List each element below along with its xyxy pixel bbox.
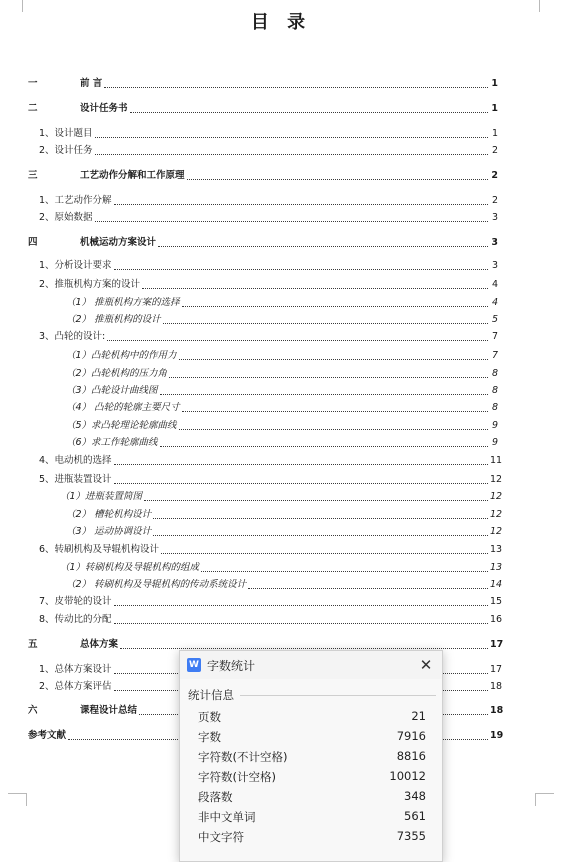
toc-page-number: 4 xyxy=(491,297,498,308)
toc-entry[interactable] xyxy=(28,210,498,224)
toc-chapter-number: 三 xyxy=(28,170,38,181)
toc-entry[interactable] xyxy=(28,193,498,207)
toc-entry-title: 7、皮带轮的设计 xyxy=(39,596,112,607)
toc-entry-title: （1） 推瓶机构方案的选择 xyxy=(66,297,180,308)
toc-entry[interactable] xyxy=(28,577,503,591)
toc-dot-leader xyxy=(160,393,488,395)
toc-entry[interactable] xyxy=(28,400,498,414)
stat-label: 中文字符 xyxy=(198,830,244,844)
toc-dot-leader xyxy=(120,647,488,649)
stat-label: 段落数 xyxy=(198,790,233,804)
dialog-header xyxy=(180,651,442,679)
toc-dot-leader xyxy=(95,136,488,138)
page-title: 目 录 xyxy=(250,12,312,33)
toc-page-number: 13 xyxy=(490,544,503,555)
stat-value: 21 xyxy=(411,709,426,723)
toc-page-number: 7 xyxy=(491,350,498,361)
toc-page-number: 12 xyxy=(490,474,503,485)
toc-dot-leader xyxy=(163,322,488,324)
toc-dot-leader xyxy=(179,358,488,360)
toc-page-number: 18 xyxy=(490,681,503,692)
toc-dot-leader xyxy=(248,587,488,589)
toc-entry[interactable] xyxy=(28,143,498,157)
toc-dot-leader xyxy=(160,445,488,447)
stat-label: 非中文单词 xyxy=(198,810,256,824)
toc-page-number: 11 xyxy=(490,455,503,466)
toc-page-number: 5 xyxy=(491,314,498,325)
toc-page-number: 18 xyxy=(490,705,504,716)
toc-dot-leader xyxy=(153,517,488,519)
toc-entry[interactable] xyxy=(28,277,498,291)
toc-chapter-number: 五 xyxy=(28,639,38,650)
toc-page-number: 17 xyxy=(490,639,504,650)
toc-entry[interactable] xyxy=(28,258,498,272)
stat-value: 561 xyxy=(404,809,426,823)
toc-page-number: 8 xyxy=(491,402,498,413)
stat-value: 7916 xyxy=(396,729,426,743)
toc-entry[interactable] xyxy=(28,76,498,90)
stat-value: 8816 xyxy=(396,749,426,763)
toc-page-number: 2 xyxy=(491,170,498,181)
toc-page-number: 2 xyxy=(491,145,498,156)
toc-entry-title: 2、推瓶机构方案的设计 xyxy=(39,279,141,290)
toc-entry-title: 3、凸轮的设计: xyxy=(39,331,106,342)
toc-dot-leader xyxy=(182,305,488,307)
toc-entry[interactable] xyxy=(28,542,503,556)
stat-label: 字符数(不计空格) xyxy=(198,750,288,764)
page-corner-mark xyxy=(535,793,554,806)
toc-dot-leader xyxy=(107,339,488,341)
toc-entry[interactable] xyxy=(28,168,498,182)
toc-entry[interactable] xyxy=(28,594,503,608)
word-count-dialog xyxy=(179,650,443,862)
toc-entry-title: （5）求凸轮理论轮廓曲线 xyxy=(66,420,177,431)
toc-entry-title: 课程设计总结 xyxy=(80,705,138,716)
toc-entry-title: （4） 凸轮的轮廓主要尺寸 xyxy=(66,402,180,413)
toc-dot-leader xyxy=(179,428,488,430)
toc-entry-title: 机械运动方案设计 xyxy=(80,237,157,248)
toc-entry[interactable] xyxy=(28,295,498,309)
toc-page-number: 9 xyxy=(491,437,498,448)
toc-entry-title: （3）凸轮设计曲线图 xyxy=(66,385,158,396)
toc-page-number: 12 xyxy=(490,509,503,520)
toc-page-number: 17 xyxy=(490,664,503,675)
toc-dot-leader xyxy=(95,220,488,222)
toc-page-number: 12 xyxy=(490,491,503,502)
toc-entry[interactable] xyxy=(28,560,503,574)
toc-entry-title: （3） 运动协调设计 xyxy=(66,526,152,537)
toc-page-number: 7 xyxy=(491,331,498,342)
stat-row xyxy=(198,769,426,785)
toc-dot-leader xyxy=(104,86,488,88)
toc-dot-leader xyxy=(158,245,488,247)
toc-entry-title: 4、电动机的选择 xyxy=(39,455,112,466)
toc-entry-title: （2） 转刷机构及导辊机构的传动系统设计 xyxy=(66,579,247,590)
toc-dot-leader xyxy=(95,153,488,155)
wps-writer-icon: W xyxy=(187,658,201,672)
toc-entry-title: （2） 推瓶机构的设计 xyxy=(66,314,161,325)
toc-entry[interactable] xyxy=(28,418,498,432)
toc-entry[interactable] xyxy=(28,453,503,467)
stat-label: 字符数(计空格) xyxy=(198,770,276,784)
toc-dot-leader xyxy=(114,622,488,624)
toc-dot-leader xyxy=(114,604,488,606)
toc-entry-title: 前 言 xyxy=(80,78,103,89)
toc-entry[interactable] xyxy=(28,524,503,538)
toc-entry[interactable] xyxy=(28,366,498,380)
dialog-body xyxy=(180,679,442,861)
toc-entry[interactable] xyxy=(28,329,498,343)
toc-entry-title: 总体方案 xyxy=(80,639,119,650)
toc-dot-leader xyxy=(114,268,488,270)
toc-entry[interactable] xyxy=(28,472,503,486)
toc-dot-leader xyxy=(182,410,488,412)
toc-page-number: 19 xyxy=(490,730,504,741)
group-divider xyxy=(240,695,436,696)
toc-page-number: 3 xyxy=(491,260,498,271)
toc-entry-title: （1）进瓶装置简图 xyxy=(60,491,143,502)
toc-page-number: 1 xyxy=(491,103,498,114)
stat-value: 348 xyxy=(404,789,426,803)
toc-dot-leader xyxy=(142,287,488,289)
toc-dot-leader xyxy=(144,499,488,501)
toc-entry[interactable] xyxy=(28,348,498,362)
toc-entry-title: 1、分析设计要求 xyxy=(39,260,112,271)
toc-page-number: 15 xyxy=(490,596,503,607)
toc-page-number: 16 xyxy=(490,614,503,625)
toc-chapter-number: 一 xyxy=(28,78,38,89)
toc-entry-title: 2、设计任务 xyxy=(39,145,93,156)
toc-page-number: 2 xyxy=(491,195,498,206)
stats-group xyxy=(188,687,436,703)
toc-page-number: 8 xyxy=(491,368,498,379)
toc-page-number: 8 xyxy=(491,385,498,396)
stat-row xyxy=(198,749,426,765)
stat-row xyxy=(198,729,426,745)
toc-entry[interactable] xyxy=(28,312,498,326)
toc-chapter-number: 二 xyxy=(28,103,38,114)
toc-entry-title: 设计任务书 xyxy=(80,103,128,114)
toc-entry-title: 1、设计题目 xyxy=(39,128,93,139)
toc-page-number: 3 xyxy=(491,237,498,248)
toc-entry-title: （1）转刷机构及导辊机构的组成 xyxy=(60,562,200,573)
toc-page-number: 14 xyxy=(490,579,503,590)
stat-row xyxy=(198,709,426,725)
stat-label: 字数 xyxy=(198,730,221,744)
toc-dot-leader xyxy=(114,203,488,205)
stats-group-label: 统计信息 xyxy=(188,688,234,702)
toc-entry-title: 2、总体方案评估 xyxy=(39,681,112,692)
toc-dot-leader xyxy=(201,570,488,572)
toc-entry[interactable] xyxy=(28,507,503,521)
toc-entry-title: 1、工艺动作分解 xyxy=(39,195,112,206)
stat-value: 7355 xyxy=(396,829,426,843)
close-icon[interactable]: ✕ xyxy=(419,656,433,674)
toc-entry-title: （6）求工作轮廓曲线 xyxy=(66,437,158,448)
toc-dot-leader xyxy=(187,178,488,180)
toc-entry[interactable] xyxy=(28,637,504,651)
toc-dot-leader xyxy=(114,482,488,484)
toc-dot-leader xyxy=(169,376,488,378)
toc-page-number: 12 xyxy=(490,526,503,537)
toc-entry-title: 1、总体方案设计 xyxy=(39,664,112,675)
toc-dot-leader xyxy=(130,111,488,113)
toc-dot-leader xyxy=(153,534,488,536)
toc-dot-leader xyxy=(114,463,488,465)
stat-value: 10012 xyxy=(389,769,426,783)
toc-entry[interactable] xyxy=(28,435,498,449)
dialog-title: 字数统计 xyxy=(207,658,256,673)
toc-dot-leader xyxy=(161,552,488,554)
toc-page-number: 1 xyxy=(491,78,498,89)
stat-label: 页数 xyxy=(198,710,221,724)
toc-page-number: 9 xyxy=(491,420,498,431)
toc-entry-title: （2）凸轮机构的压力角 xyxy=(66,368,168,379)
toc-entry[interactable] xyxy=(28,101,498,115)
toc-entry-title: （1）凸轮机构中的作用力 xyxy=(66,350,177,361)
toc-entry[interactable] xyxy=(28,489,503,503)
toc-chapter-number: 四 xyxy=(28,237,38,248)
toc-entry[interactable] xyxy=(28,126,498,140)
toc-entry-title: 5、进瓶装置设计 xyxy=(39,474,112,485)
stat-row xyxy=(198,829,426,845)
toc-entry-title: （2） 槽轮机构设计 xyxy=(66,509,152,520)
toc-entry-title: 2、原始数据 xyxy=(39,212,93,223)
toc-entry[interactable] xyxy=(28,235,498,249)
toc-page-number: 13 xyxy=(490,562,503,573)
toc-entry-title: 工艺动作分解和工作原理 xyxy=(80,170,185,181)
toc-entry-title: 6、转刷机构及导辊机构设计 xyxy=(39,544,160,555)
toc-entry[interactable] xyxy=(28,383,498,397)
toc-entry[interactable] xyxy=(28,612,503,626)
toc-entry-title: 8、传动比的分配 xyxy=(39,614,112,625)
toc-chapter-number: 六 xyxy=(28,705,38,716)
toc-page-number: 3 xyxy=(491,212,498,223)
toc-page-number: 1 xyxy=(491,128,498,139)
page-corner-mark xyxy=(8,793,27,806)
toc-entry-title: 参考文献 xyxy=(28,730,67,741)
toc-page-number: 4 xyxy=(491,279,498,290)
stat-row xyxy=(198,809,426,825)
stat-row xyxy=(198,789,426,805)
